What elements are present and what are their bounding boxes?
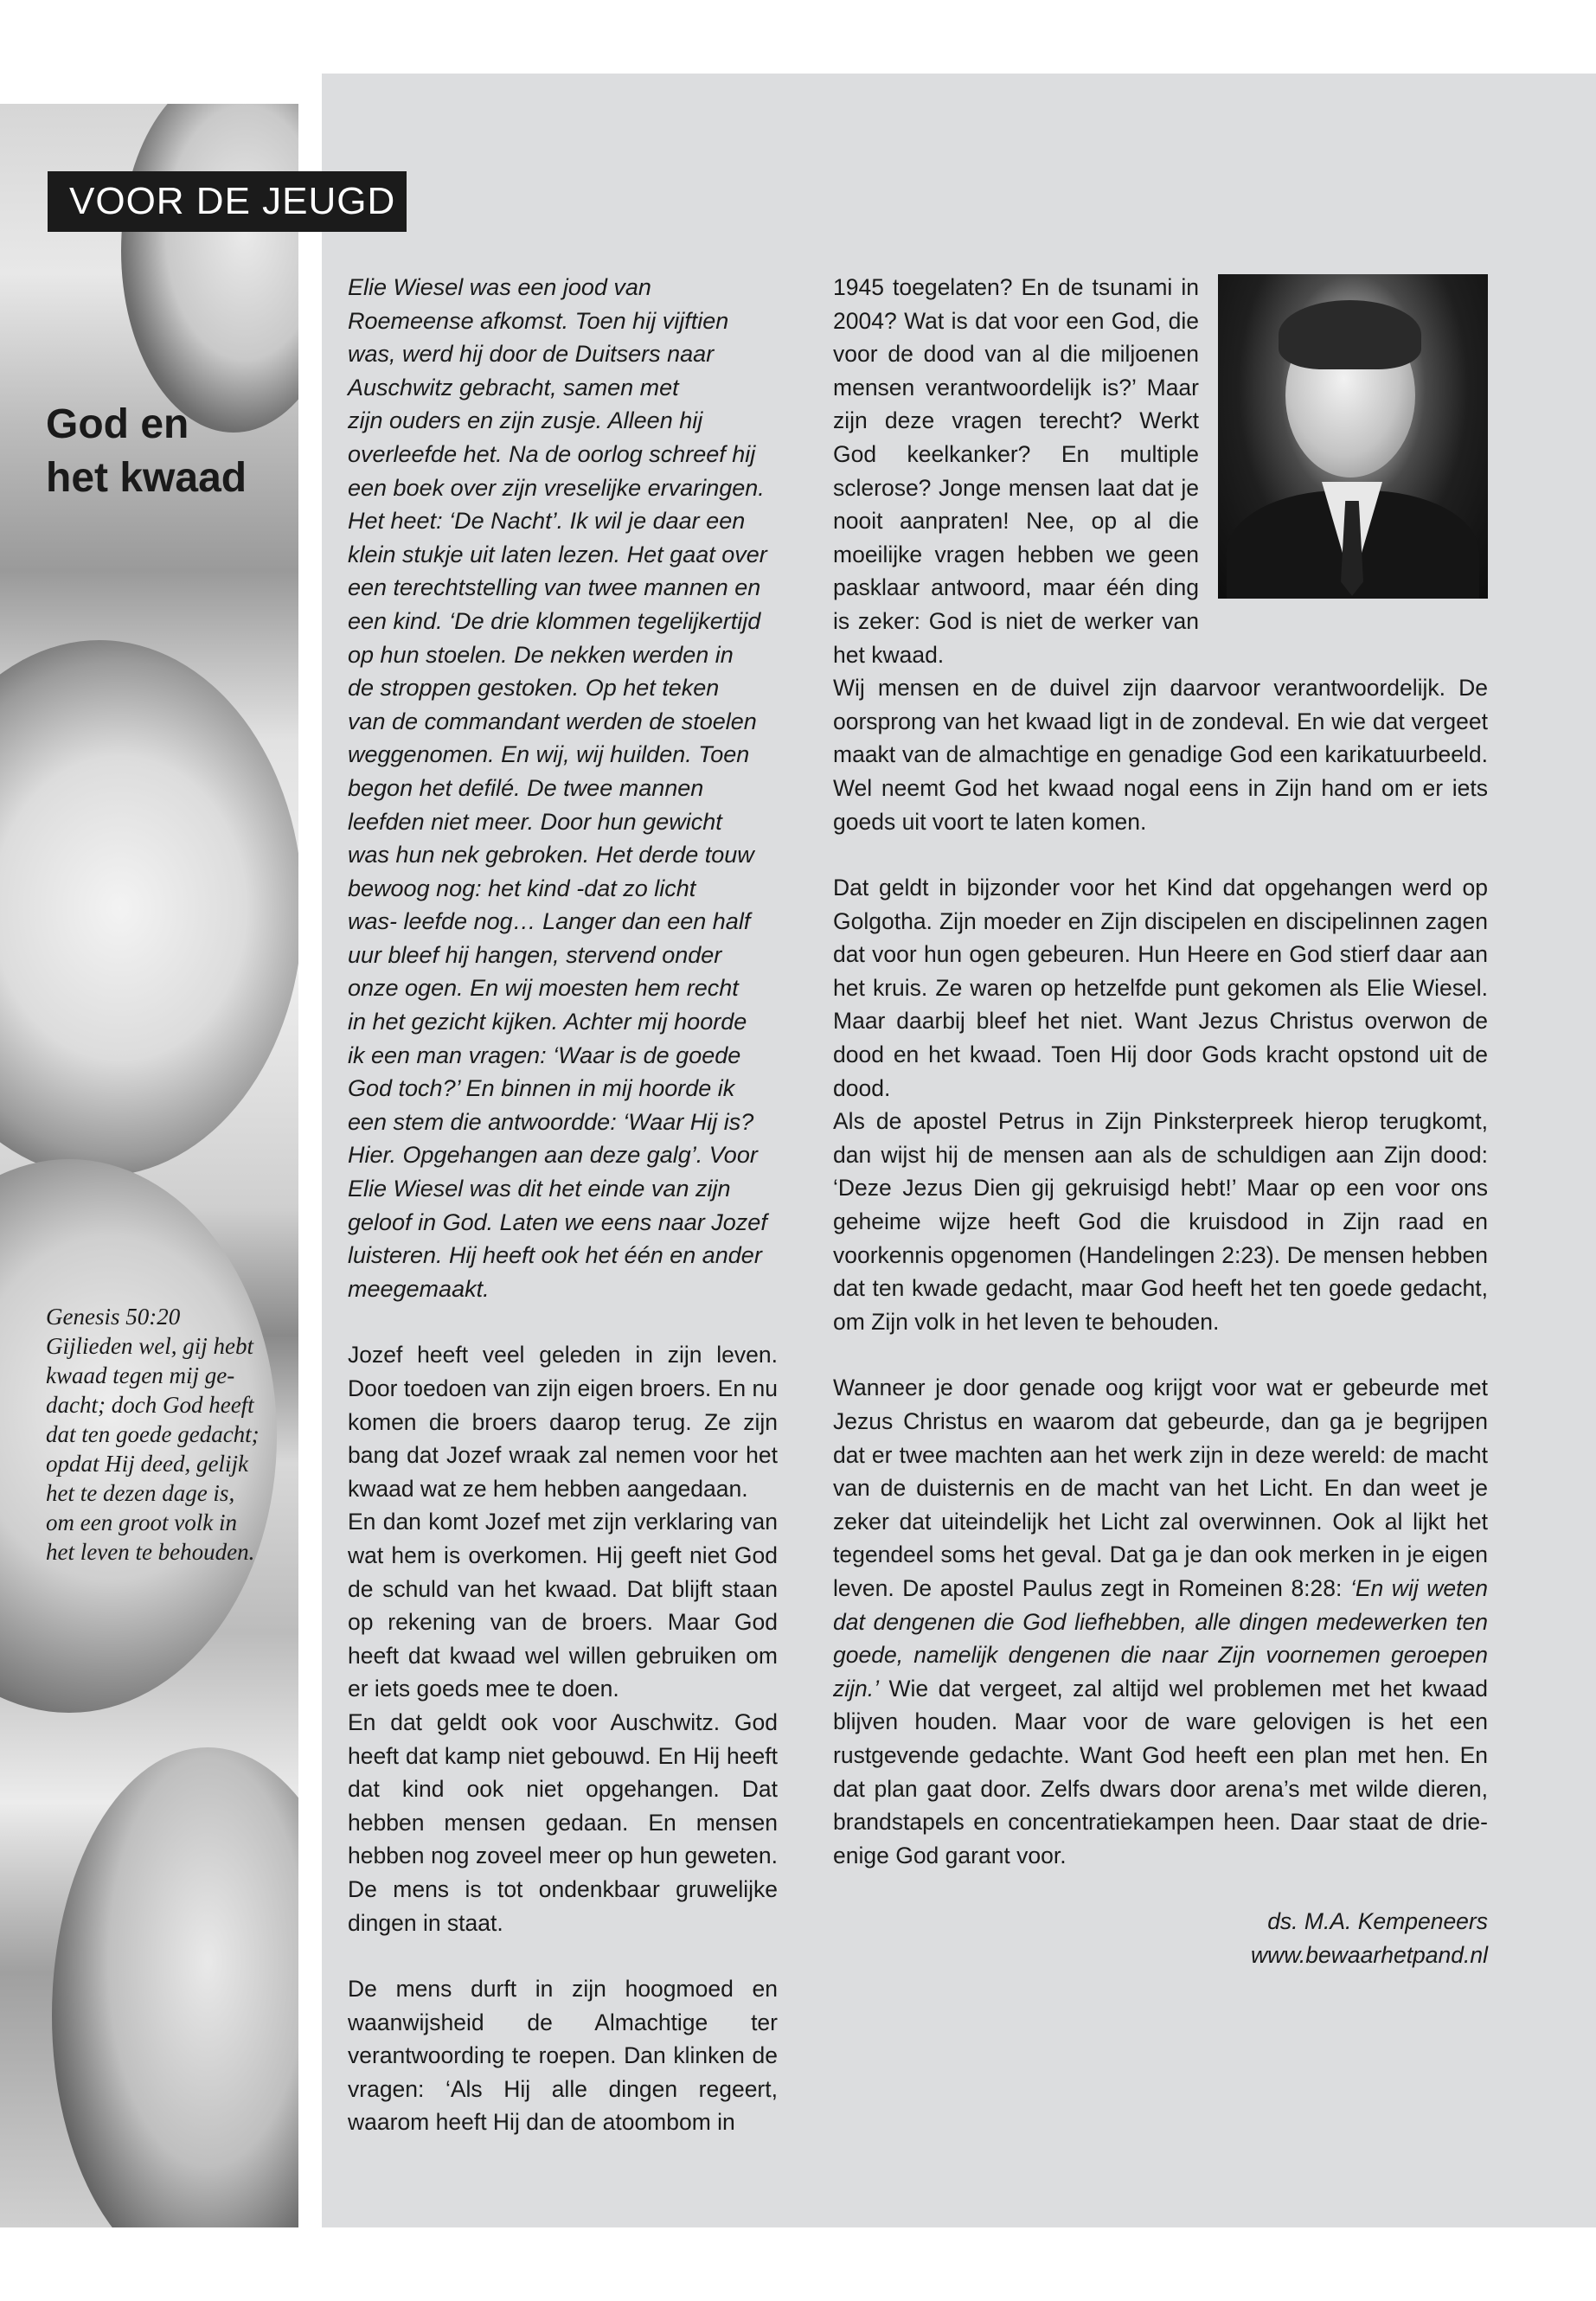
body-paragraph: En dat geldt ook voor Auschwitz. God heeft dat kamp niet gebouwd. En Hij heeft dat kind ook niet opgehangen. Dat hebben mensen gedaan. En mensen hebben nog zoveel meer op hun geweten. De mens is tot ondenkbaar gruwelijke dingen in staat. (348, 1708, 778, 1936)
intro-line: leefden niet meer. Door hun gewicht (348, 808, 722, 835)
left-column (348, 271, 778, 2139)
intro-line: was, werd hij door de Duitsers naar (348, 341, 715, 368)
intro-line: begon het defilé. De twee mannen (348, 774, 704, 801)
signature (833, 1905, 1488, 1971)
intro-line: een kind. ‘De drie klommen tegelijkertijd (348, 607, 761, 634)
intro-line: Elie Wiesel was dit het einde van zijn (348, 1176, 731, 1202)
right-column (833, 271, 1488, 1972)
verse-line: Gijlieden wel, gij hebt (46, 1333, 253, 1359)
paragraph-text: Wanneer je door genade oog krijgt voor wat er gebeurde met Jezus Christus en waarom dat gebeurde, dan ga je begrijpen dat er twee machten aan het werk zijn in deze wereld: de macht van de duisternis en de macht van het Licht. En dan weet je zeker dat uiteindelijk het Licht zal overwinnen. Ook al lijkt het tegendeel soms het geval. Dat ga je dan ook merken in je eigen leven. De apostel Paulus zegt in Romeinen 8:28: (833, 1375, 1488, 1601)
body-paragraph (833, 1371, 1488, 1872)
body-paragraph: Als de apostel Petrus in Zijn Pinksterpreek hierop terugkomt, dan wijst hij de mensen aan als de schuldigen aan Zijn dood: ‘Deze Jezus Dien gij gekruisigd hebt!’ Maar op een voor ons geheime wijze heeft God die kruisdood in Zijn raad en voorkennis opgenomen (Handelingen 2:23). De mensen hebben dat ten kwade gedacht, maar God heeft het ten goede gedacht, om Zijn volk in het leven te behouden. (833, 1108, 1488, 1335)
author-website-link[interactable]: www.bewaarhetpand.nl (1250, 1941, 1488, 1968)
intro-line: zijn ouders en zijn zusje. Alleen hij (348, 407, 703, 434)
portrait-hair (1279, 300, 1421, 369)
verse-line: kwaad tegen mij ge- (46, 1362, 235, 1388)
intro-line: een terechtstelling van twee mannen en (348, 574, 761, 601)
verse-line: om een groot volk in (46, 1509, 237, 1535)
verse-line: het leven te behouden. (46, 1539, 255, 1565)
intro-line: Auschwitz gebracht, samen met (348, 374, 679, 401)
paragraph-text: Wie dat vergeet, zal altijd wel problemen met het kwaad blijven houden. Maar voor de ware gelovigen is het een rustgevende gedachte. Want God heeft een plan met hen. En dat plan gaat door. Zelfs dwars door arena’s met wilde dieren, brandstapels en concentratiekampen heen. Daar staat de drie-enige God garant voor. (833, 1675, 1488, 1868)
section-label: VOOR DE JEUGD (48, 171, 407, 232)
intro-line: in het gezicht kijken. Achter mij hoorde (348, 1009, 747, 1035)
intro-line: weggenomen. En wij, wij huilden. Toen (348, 741, 750, 768)
intro-line: ik een man vragen: ‘Waar is de goede (348, 1042, 741, 1068)
intro-line: overleefde het. Na de oorlog schreef hij (348, 440, 756, 467)
intro-line: bewoog nog: het kind -dat zo licht (348, 875, 696, 901)
intro-line: Het heet: ‘De Nacht’. Ik wil je daar een (348, 508, 746, 535)
intro-line: een stem die antwoordde: ‘Waar Hij is? (348, 1108, 754, 1135)
intro-line: was hun nek gebroken. Het derde touw (348, 842, 754, 868)
intro-line: op hun stoelen. De nekken werden in (348, 641, 734, 668)
intro-line: Roemeense afkomst. Toen hij vijftien (348, 307, 729, 334)
intro-line: God toch?’ En binnen in mij hoorde ik (348, 1075, 735, 1102)
intro-line: klein stukje uit laten lezen. Het gaat over (348, 541, 767, 567)
romans-quote: ‘En wij weten dat dengenen die God liefhebben, alle dingen medewerken ten goede, namelijk dengenen die naar Zijn voornemen geroepen zijn.’ (833, 1574, 1488, 1702)
face-photo-1 (121, 104, 298, 433)
intro-line: onze ogen. En wij moesten hem recht (348, 975, 739, 1002)
author-name: ds. M.A. Kempeneers (1267, 1908, 1488, 1935)
verse-line: opdat Hij deed, gelijk (46, 1451, 248, 1477)
intro-line: van de commandant werden de stoelen (348, 708, 757, 734)
body-paragraph: Wij mensen en de duivel zijn daarvoor verantwoordelijk. De oorsprong van het kwaad ligt in de zondeval. En wie dat vergeet maakt van de almachtige en genadige God een karikatuurbeeld. Wel neemt God het kwaad nogal eens in Zijn hand om er iets goeds uit voort te laten komen. (833, 675, 1488, 835)
intro-line: was- leefde nog… Langer dan een half (348, 908, 751, 935)
title-line: het kwaad (46, 455, 247, 501)
intro-line: Hier. Opgehangen aan deze galg’. Voor (348, 1142, 758, 1169)
verse-line: dat ten goede gedacht; (46, 1421, 260, 1447)
verse-line: dacht; doch God heeft (46, 1392, 254, 1418)
title-line: God en (46, 401, 189, 447)
intro-line: uur bleef hij hangen, stervend onder (348, 941, 722, 968)
intro-text (348, 271, 778, 1305)
face-photo-2 (0, 640, 298, 1176)
intro-line: Elie Wiesel was een jood van (348, 274, 651, 300)
body-paragraph: De mens durft in zijn hoogmoed en waanwijsheid de Almachtige ter verantwoording te roepen. Dan klinken de vragen: ‘Als Hij alle dingen regeert, waarom heeft Hij dan de atoombom in (348, 1976, 778, 2136)
verse-line: het te dezen dage is, (46, 1480, 235, 1506)
bible-verse (46, 1302, 288, 1567)
article-title (46, 398, 297, 505)
author-portrait (1218, 274, 1488, 599)
body-paragraph: Dat geldt in bijzonder voor het Kind dat opgehangen werd op Golgotha. Zijn moeder en Zijn discipelen en discipelinnen zagen dat voor hun ogen gebeuren. Hun Heere en God stierf daar aan het kruis. Ze waren op hetzelfde punt gekomen als Elie Wiesel. Maar daarbij bleef het niet. Want Jezus Christus overwon de dood en het kwaad. Toen Hij door Gods kracht opstond uit de dood. (833, 875, 1488, 1101)
body-paragraph: 1945 toegelaten? En de tsunami in 2004? Wat is dat voor een God, die voor de dood van al die miljoenen mensen verantwoordelijk is?’ Maar zijn deze vragen terecht? Werkt God keelkanker? En multiple sclerose? Jonge mensen laat dat je nooit aanpraten! Nee, op al die moeilijke vragen hebben we geen pasklaar antwoord, maar één ding is zeker: God is niet de werker van het kwaad. (833, 274, 1199, 668)
intro-line: de stroppen gestoken. Op het teken (348, 675, 720, 702)
face-photo-4 (52, 1747, 298, 2227)
intro-line: luisteren. Hij heeft ook het één en ander (348, 1242, 762, 1269)
intro-line: meegemaakt. (348, 1275, 490, 1302)
intro-line: een boek over zijn vreselijke ervaringen. (348, 474, 765, 501)
intro-line: geloof in God. Laten we eens naar Jozef (348, 1208, 767, 1235)
body-paragraph: Jozef heeft veel geleden in zijn leven. Door toedoen van zijn eigen broers. En nu komen die broers daarop terug. Ze zijn bang dat Jozef wraak zal nemen voor het kwaad wat ze hem hebben aangedaan. (348, 1342, 778, 1502)
verse-line: Genesis 50:20 (46, 1304, 181, 1330)
body-paragraph: En dan komt Jozef met zijn verklaring van wat hem is overkomen. Hij geeft niet God de schuld van het kwaad. Dat blijft staan op rekening van de broers. Maar God heeft dat kwaad wel willen gebruiken om er iets goeds mee te doen. (348, 1509, 778, 1702)
